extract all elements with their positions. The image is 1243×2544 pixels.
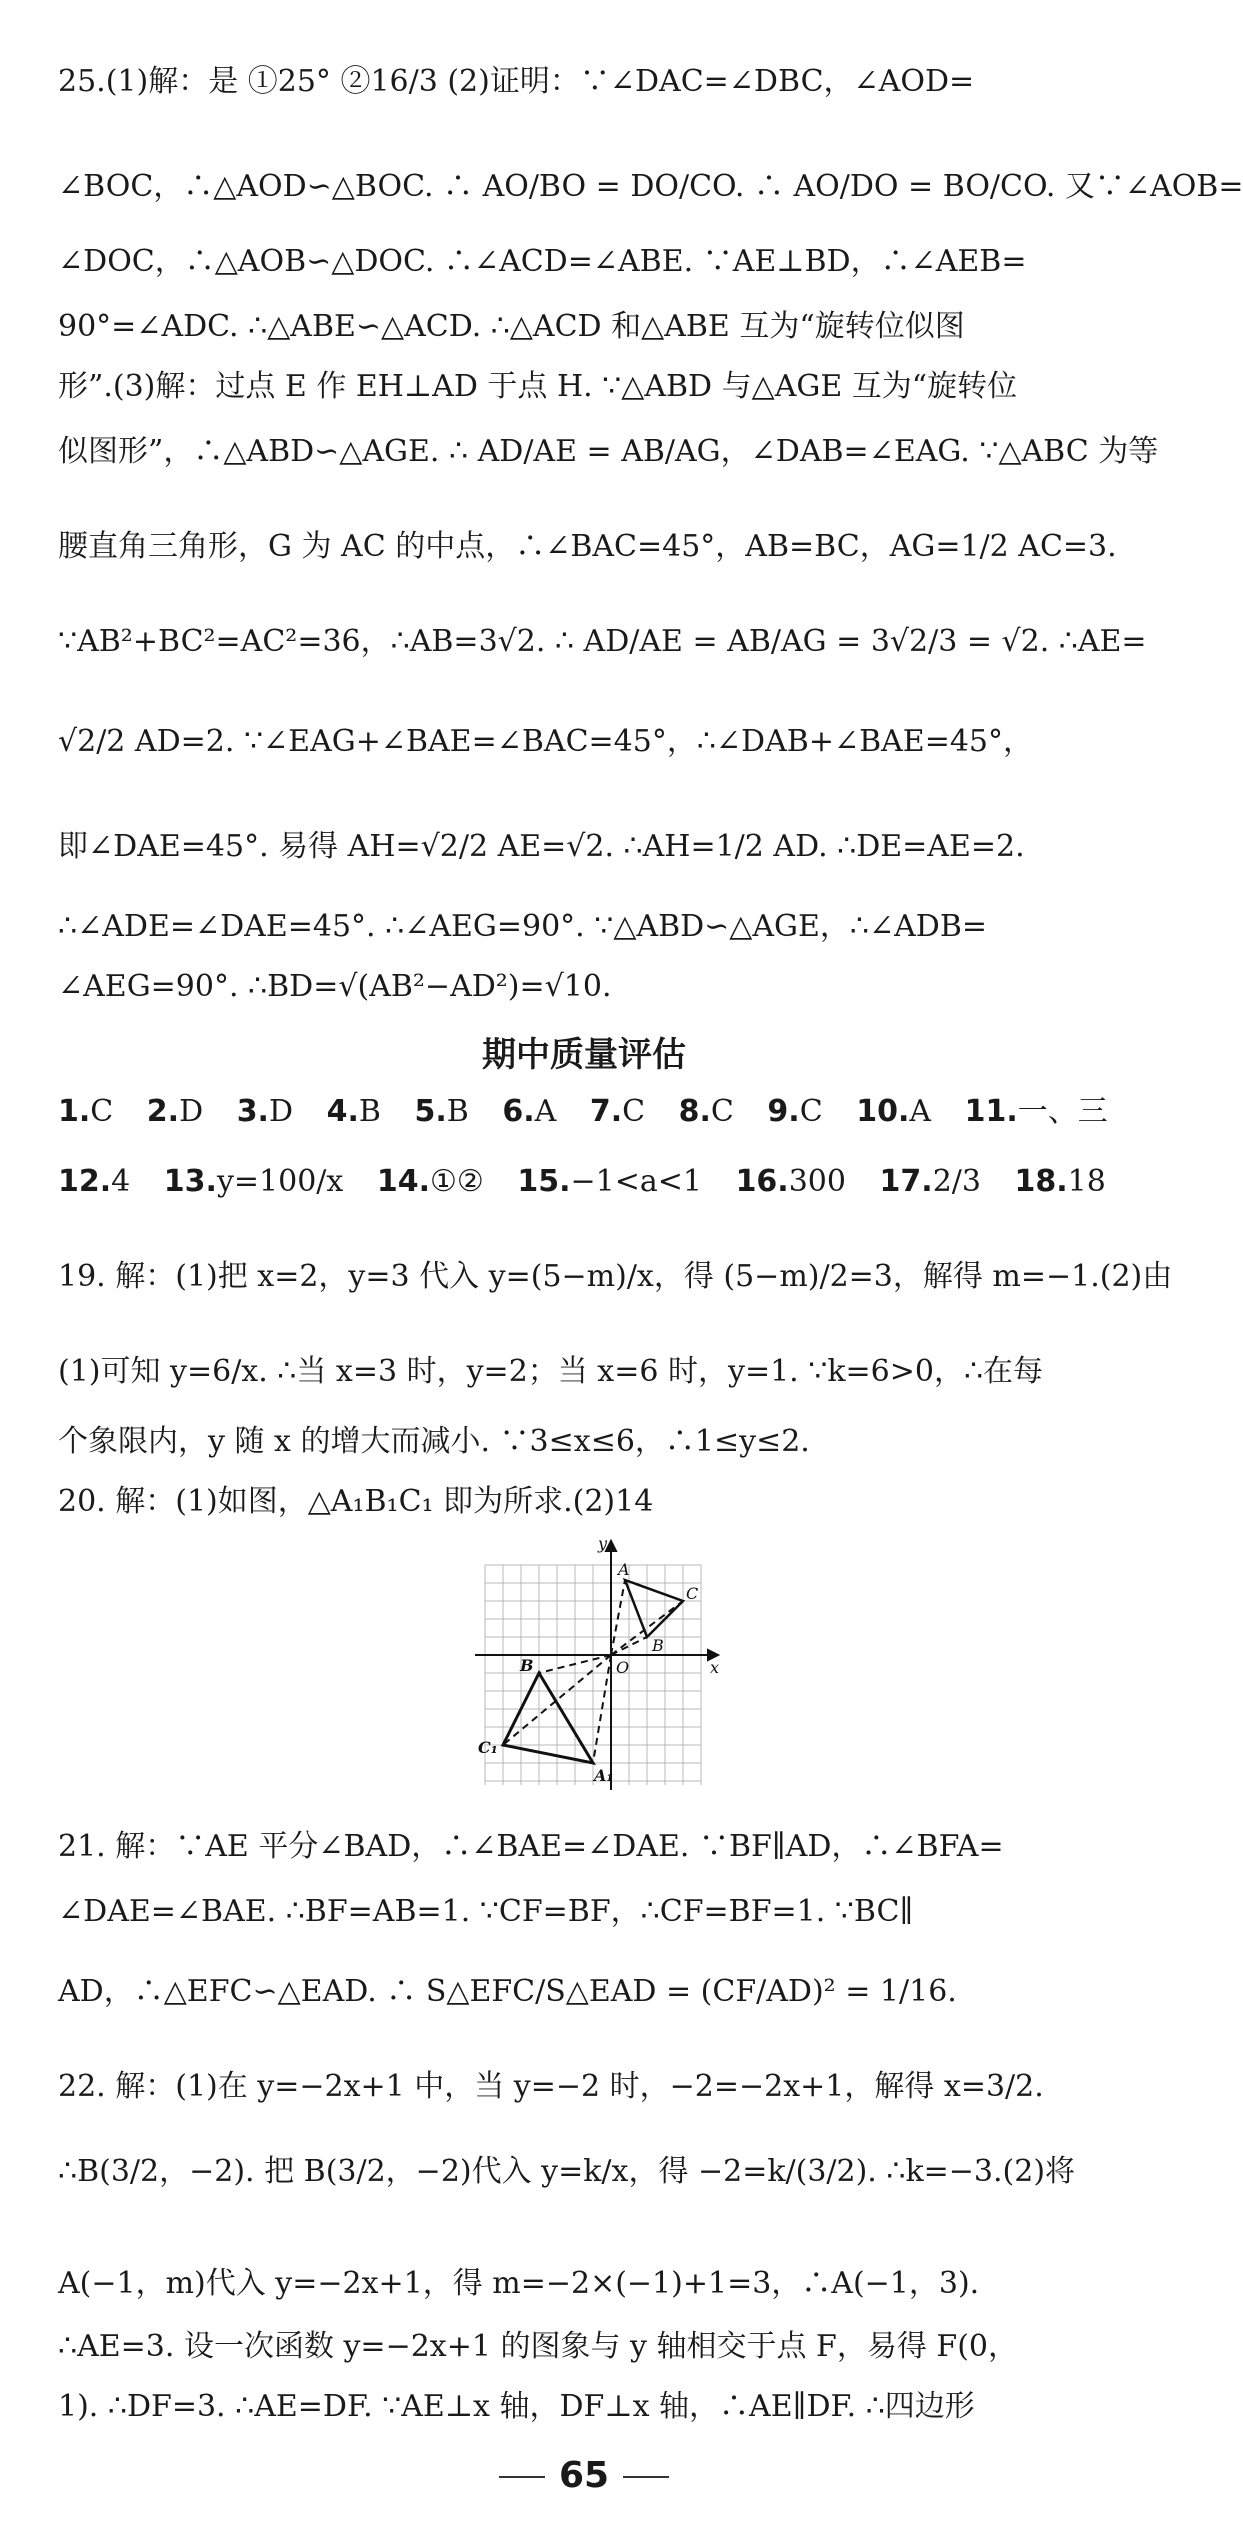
page-number-dash-right xyxy=(623,2476,669,2478)
answer-item: 8.C xyxy=(678,1094,734,1129)
answer-item: 18.18 xyxy=(1014,1164,1106,1199)
answer-item: 7.C xyxy=(589,1094,646,1129)
y-axis-label: y xyxy=(598,1534,608,1553)
answer-item: 12.4 xyxy=(58,1164,131,1199)
text-line: 19. 解：(1)把 x=2，y=3 代入 y=(5−m)/x，得 (5−m)/2=3，解得 m=−1.(2)由 xyxy=(58,1259,1173,1294)
section-title: 期中质量评估 xyxy=(482,1035,686,1075)
text-line: ∠DAE=∠BAE. ∴BF=AB=1. ∵CF=BF，∴CF=BF=1. ∵BC∥ xyxy=(58,1894,914,1929)
page-number xyxy=(0,2455,1168,2496)
grid xyxy=(485,1565,701,1785)
point-a1-label: A₁ xyxy=(594,1766,614,1785)
answer-item: 16.300 xyxy=(735,1164,846,1199)
fill-answers-row xyxy=(58,1160,1128,1204)
text-line: 21. 解：∵AE 平分∠BAD，∴∠BAE=∠DAE. ∵BF∥AD，∴∠BFA= xyxy=(58,1829,1004,1864)
text-line: A(−1，m)代入 y=−2x+1，得 m=−2×(−1)+1=3，∴A(−1，3). xyxy=(58,2266,980,2301)
text-line: ∴B(3/2，−2). 把 B(3/2，−2)代入 y=k/x，得 −2=k/(3/2). ∴k=−3.(2)将 xyxy=(58,2154,1076,2189)
origin-label: O xyxy=(616,1658,630,1677)
point-c-label: C xyxy=(686,1584,699,1603)
answer-item: 2.D xyxy=(146,1094,204,1129)
answer-item: 17.2/3 xyxy=(879,1164,981,1199)
answer-item: 10.A xyxy=(856,1094,932,1129)
answer-item: 1.C xyxy=(58,1094,114,1129)
text-line: 即∠DAE=45°. 易得 AH=√2/2 AE=√2. ∴AH=1/2 AD. ∴DE=AE=2. xyxy=(58,829,1025,864)
answer-item: 4.B xyxy=(326,1094,381,1129)
triangle-a1b1c1 xyxy=(503,1673,593,1763)
point-c1-label: C₁ xyxy=(478,1738,498,1757)
axes xyxy=(475,1541,718,1790)
text-line: ∠AEG=90°. ∴BD=√(AB²−AD²)=√10. xyxy=(58,969,612,1004)
coordinate-figure xyxy=(470,1535,730,1795)
answer-item: 5.B xyxy=(414,1094,469,1129)
text-line: ∴∠ADE=∠DAE=45°. ∴∠AEG=90°. ∵△ABD∽△AGE，∴∠ADB= xyxy=(58,909,988,944)
text-line: ∴AE=3. 设一次函数 y=−2x+1 的图象与 y 轴相交于点 F，易得 F(0， xyxy=(58,2329,1018,2364)
triangle-abc xyxy=(625,1580,683,1637)
text-line: ∠BOC，∴△AOD∽△BOC. ∴ AO/BO = DO/CO. ∴ AO/DO = BO/CO. 又∵∠AOB= xyxy=(58,169,1243,204)
text-line: ∵AB²+BC²=AC²=36，∴AB=3√2. ∴ AD/AE = AB/AG = 3√2/3 = √2. ∴AE= xyxy=(58,624,1147,659)
text-line: √2/2 AD=2. ∵∠EAG+∠BAE=∠BAC=45°，∴∠DAB+∠BAE=45°， xyxy=(58,724,1034,759)
choice-answers-row xyxy=(58,1090,1128,1134)
point-a-label: A xyxy=(618,1560,630,1579)
text-line: 1). ∴DF=3. ∴AE=DF. ∵AE⊥x 轴，DF⊥x 轴，∴AE∥DF. ∴四边形 xyxy=(58,2389,975,2424)
text-line: 22. 解：(1)在 y=−2x+1 中，当 y=−2 时，−2=−2x+1，解得 x=3/2. xyxy=(58,2069,1044,2104)
text-line: (1)可知 y=6/x. ∴当 x=3 时，y=2；当 x=6 时，y=1. ∵k=6>0，∴在每 xyxy=(58,1354,1044,1389)
answer-item: 9.C xyxy=(767,1094,823,1129)
answer-item: 15.−1<a<1 xyxy=(517,1164,703,1199)
answer-item: 14.①② xyxy=(376,1164,484,1199)
x-axis-label: x xyxy=(710,1658,720,1677)
answer-item: 13.y=100/x xyxy=(163,1164,344,1199)
text-line: 腰直角三角形，G 为 AC 的中点，∴∠BAC=45°，AB=BC，AG=1/2 AC=3. xyxy=(58,529,1117,564)
point-b-label: B xyxy=(652,1636,664,1655)
answer-item: 11.一、三 xyxy=(964,1094,1108,1129)
answer-item: 6.A xyxy=(502,1094,557,1129)
answer-item: 3.D xyxy=(236,1094,294,1129)
point-b1-label: B xyxy=(520,1656,534,1675)
text-line: 形”.(3)解：过点 E 作 EH⊥AD 于点 H. ∵△ABD 与△AGE 互为“旋转位 xyxy=(58,369,1018,404)
text-line: 个象限内，y 随 x 的增大而减小. ∵3≤x≤6，∴1≤y≤2. xyxy=(58,1424,810,1459)
text-line: ∠DOC，∴△AOB∽△DOC. ∴∠ACD=∠ABE. ∵AE⊥BD，∴∠AEB= xyxy=(58,244,1027,279)
text-line: 20. 解：(1)如图，△A₁B₁C₁ 即为所求.(2)14 xyxy=(58,1484,654,1519)
text-line: AD，∴△EFC∽△EAD. ∴ S△EFC/S△EAD = (CF/AD)² = 1/16. xyxy=(58,1974,957,2009)
text-line: 25.(1)解：是 ①25° ②16/3 (2)证明：∵∠DAC=∠DBC，∠AOD= xyxy=(58,64,975,99)
page-number-dash-left xyxy=(499,2476,545,2478)
text-line: 似图形”，∴△ABD∽△AGE. ∴ AD/AE = AB/AG，∠DAB=∠EAG. ∵△ABC 为等 xyxy=(58,434,1159,469)
page-number-value: 65 xyxy=(558,2455,610,2496)
text-line: 90°=∠ADC. ∴△ABE∽△ACD. ∴△ACD 和△ABE 互为“旋转位似图 xyxy=(58,309,965,344)
